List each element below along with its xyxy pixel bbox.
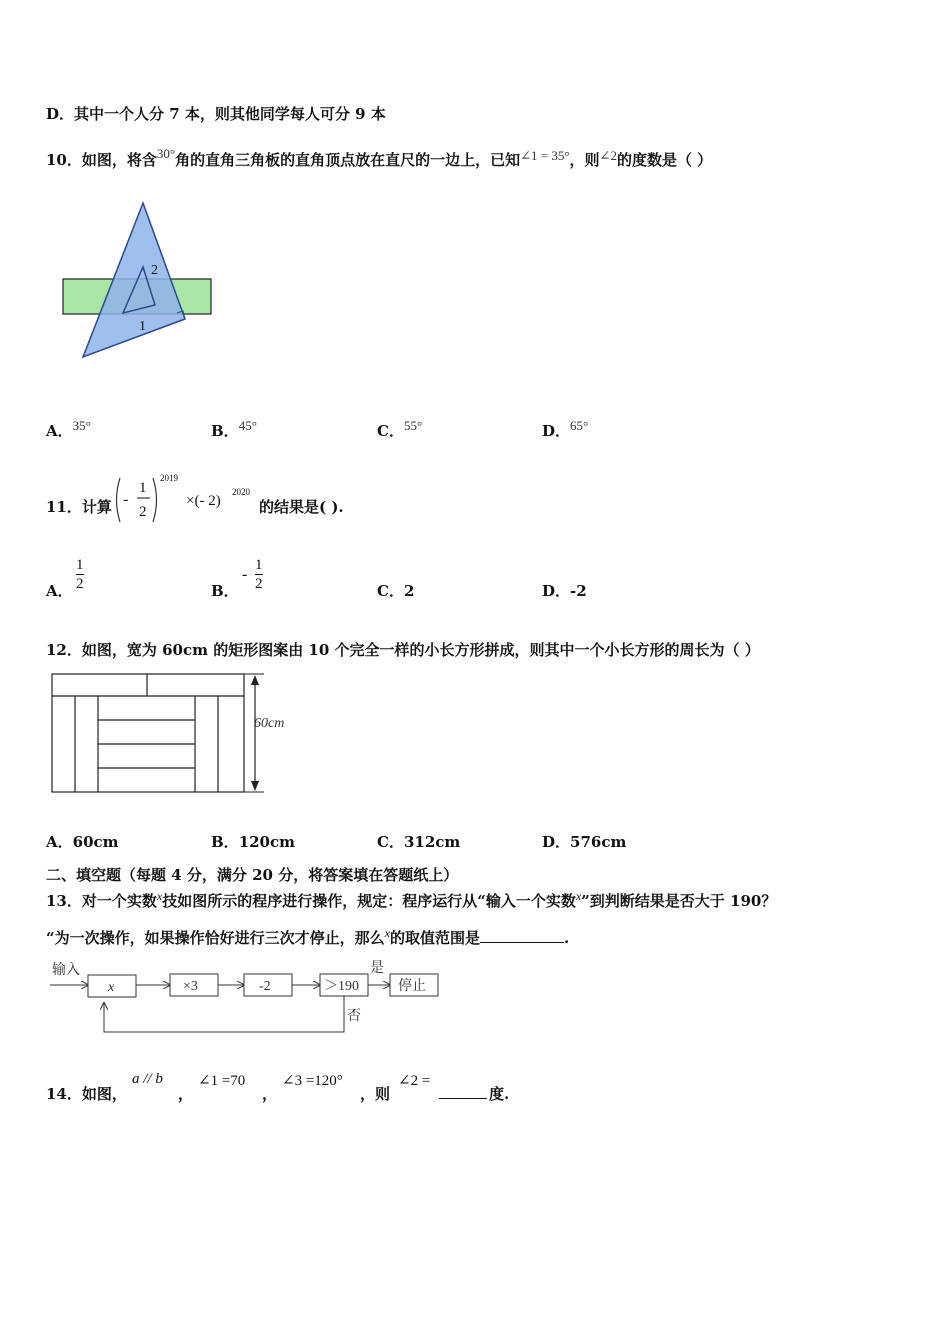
fig-label-60cm: 60cm: [254, 716, 285, 731]
q11-exponent1: 2019: [160, 473, 178, 483]
q10-mid: 角的直角三角板的直角顶点放在直尺的一边上，已知: [175, 151, 521, 169]
flow-box-stop-text: 停止: [398, 979, 426, 994]
q13-line2: “为一次操作，如果操作恰好进行三次才停止，那么$^x$的取值范围是 .: [46, 926, 570, 947]
q10-angle2: ∠2: [599, 148, 617, 163]
q11-option-d: D．-2: [542, 582, 587, 600]
q10-option-d: D．65°: [542, 418, 589, 440]
flow-box-condition-text: ＞190: [324, 979, 359, 994]
q10-triangle-ruler-figure: [55, 195, 225, 365]
q11-option-a-letter: A．: [46, 582, 73, 600]
q11-option-c: C．2: [377, 582, 415, 600]
q11-numerator: 1: [139, 480, 147, 496]
fig-label-1: 1: [139, 319, 146, 334]
q11-times-term: ×(- 2): [186, 493, 221, 509]
q10-prefix: 10．如图，将含: [46, 151, 157, 169]
q11-exponent2: 2020: [232, 487, 250, 497]
q12-option-d: D．576cm: [542, 833, 627, 851]
q10-stem: [46, 146, 713, 170]
flow-box-x-text: x: [108, 980, 115, 995]
fig-label-2: 2: [151, 263, 158, 278]
q10-suffix: 的度数是（ ）: [616, 151, 713, 169]
flow-yes-label: 是: [370, 961, 384, 976]
q12-option-c: C．312cm: [377, 833, 461, 851]
q11-denominator: 2: [139, 504, 147, 520]
q13-flowchart: [48, 958, 448, 1038]
q14-then: ，则: [360, 1085, 391, 1103]
flow-loop-back-arrow: [104, 996, 344, 1032]
q13-line1: 13．对一个实数$^x$技如图所示的程序进行操作，规定：程序运行从“输入一个实数$^x$”到判断结果是否大于 190？: [46, 889, 777, 910]
q11-minus: -: [123, 491, 129, 508]
q14-comma1: ，: [178, 1085, 194, 1103]
flow-no-label: 否: [347, 1009, 361, 1024]
q11-suffix: 的结果是( ).: [259, 498, 344, 516]
q9-option-d: D．其中一个人分 7 本，则其他同学每人可分 9 本: [46, 105, 386, 123]
q10-given: ∠1 = 35°: [520, 148, 570, 163]
q14-unit: 度.: [489, 1085, 510, 1103]
q11-option-b-minus: -: [242, 566, 248, 583]
q12-stem: 12．如图，宽为 60cm 的矩形图案由 10 个完全一样的小长方形拼成，则其中一个小长方形的周长为（ ）: [46, 641, 760, 659]
q10-option-b: B．45°: [211, 418, 257, 440]
q14-prefix: 14．如图，: [46, 1085, 127, 1103]
q10-angle30: 30°: [156, 146, 176, 161]
q14-angle3: ∠3 =120°: [282, 1073, 343, 1089]
q14-comma2: ，: [262, 1085, 278, 1103]
q14-answer-blank[interactable]: [439, 1084, 487, 1099]
arrow-down: [251, 781, 259, 791]
q12-rectangle-figure: [48, 670, 308, 800]
q11-option-b-fraction: 1 2: [255, 557, 263, 592]
section-2-title: 二、填空题（每题 4 分，满分 20 分，将答案填在答题纸上）: [46, 866, 459, 884]
q12-option-a: A．60cm: [46, 833, 119, 851]
q11-option-a-fraction: 1 2: [76, 557, 84, 592]
q14-angle2: ∠2 =: [398, 1073, 431, 1089]
q11-prefix: 11．计算: [46, 498, 112, 516]
q13-answer-blank[interactable]: [480, 928, 564, 943]
q12-option-b: B．120cm: [211, 833, 296, 851]
q11-expression: [110, 470, 260, 530]
q10-option-a: A．35°: [46, 418, 91, 440]
q14-parallel: a // b: [132, 1071, 163, 1087]
right-paren: [153, 478, 157, 522]
flow-box-minus2-text: -2: [259, 979, 271, 994]
flow-box-times3-text: ×3: [183, 979, 198, 994]
arrow-up: [251, 675, 259, 685]
q10-option-c: C．55°: [377, 418, 423, 440]
left-paren: [117, 478, 121, 522]
q11-option-b-letter: B．: [211, 582, 239, 600]
flow-input-label: 输入: [52, 963, 80, 978]
q14-angle1: ∠1 =70: [198, 1073, 246, 1089]
outer-rect: [52, 674, 244, 792]
q10-then: ，则: [569, 151, 600, 169]
